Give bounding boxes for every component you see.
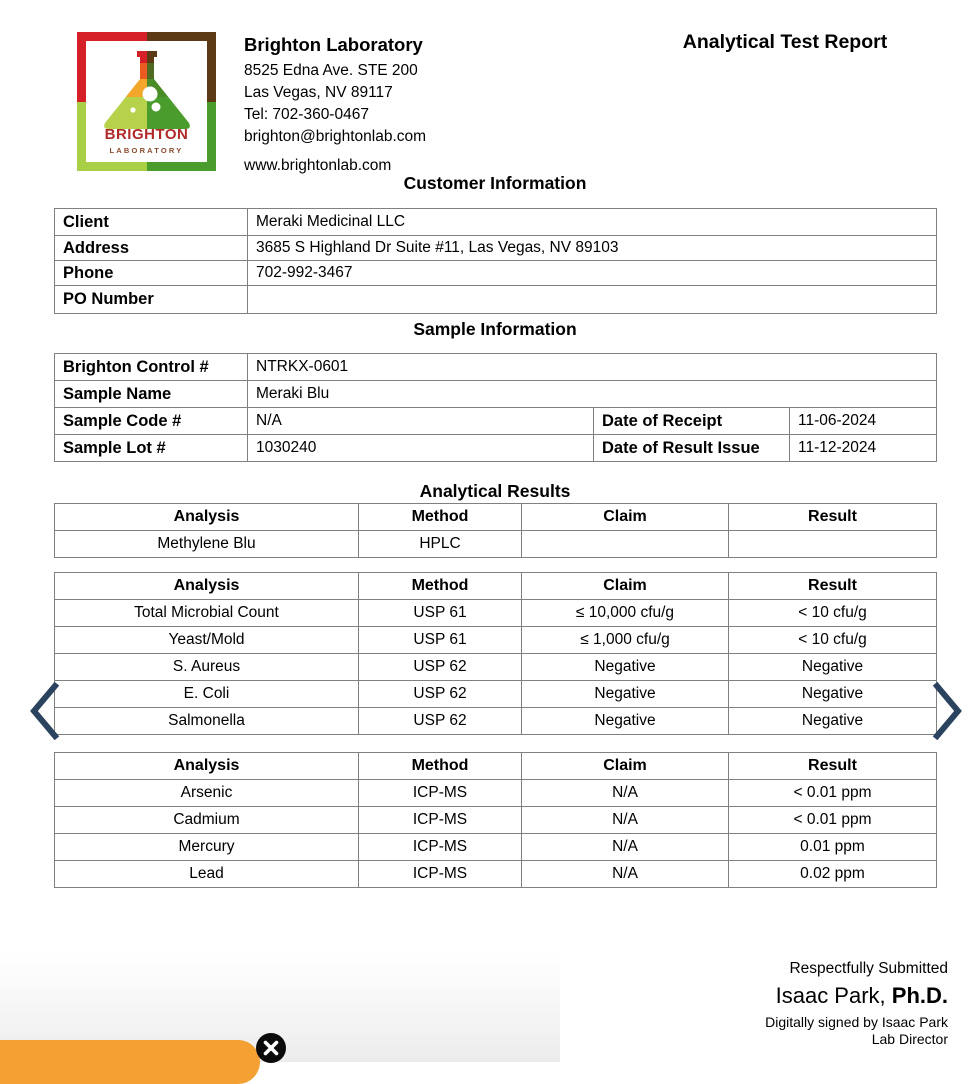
client-value: Meraki Medicinal LLC xyxy=(248,209,937,236)
chevron-left-icon xyxy=(28,682,62,740)
phone-label: Phone xyxy=(55,261,248,286)
column-header-result: Result xyxy=(729,573,937,600)
column-header-method: Method xyxy=(359,573,522,600)
cell-analysis: Methylene Blu xyxy=(55,531,359,558)
cell-result: < 0.01 ppm xyxy=(729,807,937,834)
cell-claim: Negative xyxy=(522,708,729,735)
cell-analysis: Mercury xyxy=(55,834,359,861)
cell-claim: Negative xyxy=(522,654,729,681)
cell-analysis: Salmonella xyxy=(55,708,359,735)
cell-method: USP 61 xyxy=(359,600,522,627)
date-of-receipt-value: 11-06-2024 xyxy=(790,408,937,435)
po-number-label: PO Number xyxy=(55,286,248,314)
results-table-potency xyxy=(54,503,937,558)
table-row xyxy=(55,435,937,462)
po-number-value xyxy=(248,286,937,314)
column-header-method: Method xyxy=(359,504,522,531)
column-header-method: Method xyxy=(359,753,522,780)
table-row xyxy=(55,408,937,435)
table-header-row xyxy=(55,573,937,600)
customer-information-table xyxy=(54,208,937,314)
cell-claim: Negative xyxy=(522,681,729,708)
cell-analysis: E. Coli xyxy=(55,681,359,708)
column-header-analysis: Analysis xyxy=(55,504,359,531)
cell-result: < 0.01 ppm xyxy=(729,780,937,807)
signer-role: Lab Director xyxy=(871,1030,948,1047)
analytical-results-heading: Analytical Results xyxy=(419,481,571,501)
lab-email: brighton@brightonlab.com xyxy=(244,128,427,146)
cell-analysis: Total Microbial Count xyxy=(55,600,359,627)
cell-analysis: Arsenic xyxy=(55,780,359,807)
customer-information-heading: Customer Information xyxy=(403,173,587,193)
orange-banner[interactable] xyxy=(0,1040,260,1084)
date-of-receipt-label: Date of Receipt xyxy=(594,408,790,435)
cell-method: ICP-MS xyxy=(359,780,522,807)
sample-name-value: Meraki Blu xyxy=(248,381,937,408)
column-header-claim: Claim xyxy=(522,753,729,780)
next-page-button[interactable] xyxy=(930,682,964,740)
brighton-control-value: NTRKX-0601 xyxy=(248,354,937,381)
cell-result: 0.01 ppm xyxy=(729,834,937,861)
brighton-control-label: Brighton Control # xyxy=(55,354,248,381)
results-table-heavy-metals xyxy=(54,752,937,888)
cell-result xyxy=(729,531,937,558)
column-header-result: Result xyxy=(729,753,937,780)
close-button[interactable] xyxy=(256,1033,286,1063)
date-of-result-issue-value: 11-12-2024 xyxy=(790,435,937,462)
sample-name-label: Sample Name xyxy=(55,381,248,408)
table-row xyxy=(55,627,937,654)
sample-code-label: Sample Code # xyxy=(55,408,248,435)
table-row xyxy=(55,381,937,408)
cell-result: Negative xyxy=(729,708,937,735)
lab-website: www.brightonlab.com xyxy=(244,157,392,175)
date-of-result-issue-label: Date of Result Issue xyxy=(594,435,790,462)
table-row xyxy=(55,286,937,314)
sample-lot-label: Sample Lot # xyxy=(55,435,248,462)
cell-method: USP 61 xyxy=(359,627,522,654)
signer-name-text: Isaac Park, xyxy=(775,982,892,1008)
table-header-row xyxy=(55,753,937,780)
cell-method: USP 62 xyxy=(359,708,522,735)
column-header-analysis: Analysis xyxy=(55,753,359,780)
cell-claim: N/A xyxy=(522,780,729,807)
respectfully-submitted-label: Respectfully Submitted xyxy=(789,960,948,977)
column-header-claim: Claim xyxy=(522,504,729,531)
close-icon xyxy=(256,1033,286,1063)
cell-claim: N/A xyxy=(522,834,729,861)
cell-analysis: Cadmium xyxy=(55,807,359,834)
signer-credential: Ph.D. xyxy=(891,982,948,1008)
results-table-microbial xyxy=(54,572,937,735)
table-row xyxy=(55,261,937,286)
cell-claim xyxy=(522,531,729,558)
cell-claim: N/A xyxy=(522,807,729,834)
address-label: Address xyxy=(55,236,248,261)
table-row xyxy=(55,600,937,627)
cell-result: 0.02 ppm xyxy=(729,861,937,888)
table-row xyxy=(55,209,937,236)
previous-page-button[interactable] xyxy=(28,682,62,740)
cell-result: < 10 cfu/g xyxy=(729,627,937,654)
cell-result: Negative xyxy=(729,681,937,708)
cell-method: USP 62 xyxy=(359,681,522,708)
sample-lot-value: 1030240 xyxy=(248,435,594,462)
cell-analysis: S. Aureus xyxy=(55,654,359,681)
column-header-result: Result xyxy=(729,504,937,531)
cell-method: ICP-MS xyxy=(359,861,522,888)
brighton-laboratory-logo xyxy=(77,32,216,171)
flask-icon xyxy=(93,47,201,135)
sample-information-table xyxy=(54,353,937,462)
cell-claim: N/A xyxy=(522,861,729,888)
cell-analysis: Yeast/Mold xyxy=(55,627,359,654)
address-value: 3685 S Highland Dr Suite #11, Las Vegas, NV 89103 xyxy=(248,236,937,261)
signer-name xyxy=(765,983,948,1009)
cell-method: ICP-MS xyxy=(359,834,522,861)
table-row xyxy=(55,531,937,558)
logo-wordmark: BRIGHTON xyxy=(104,126,189,143)
report-header xyxy=(0,0,979,175)
page-title: Analytical Test Report xyxy=(682,31,888,53)
lab-contact-block xyxy=(244,33,574,177)
table-row xyxy=(55,654,937,681)
client-label: Client xyxy=(55,209,248,236)
sample-code-value: N/A xyxy=(248,408,594,435)
table-row xyxy=(55,780,937,807)
logo-inner-white xyxy=(86,41,207,162)
table-row xyxy=(55,807,937,834)
lab-address-line-2: Las Vegas, NV 89117 xyxy=(244,84,393,102)
digital-signature-note: Digitally signed by Isaac Park xyxy=(765,1013,948,1030)
cell-method: HPLC xyxy=(359,531,522,558)
signature-block xyxy=(765,960,948,1048)
cell-result: Negative xyxy=(729,654,937,681)
table-row xyxy=(55,354,937,381)
table-header-row xyxy=(55,504,937,531)
phone-value: 702-992-3467 xyxy=(248,261,937,286)
cell-claim: ≤ 1,000 cfu/g xyxy=(522,627,729,654)
lab-name: Brighton Laboratory xyxy=(244,34,423,55)
sample-information-heading: Sample Information xyxy=(413,319,577,339)
cell-claim: ≤ 10,000 cfu/g xyxy=(522,600,729,627)
column-header-analysis: Analysis xyxy=(55,573,359,600)
cell-method: ICP-MS xyxy=(359,807,522,834)
table-row xyxy=(55,834,937,861)
table-row xyxy=(55,236,937,261)
column-header-claim: Claim xyxy=(522,573,729,600)
logo-sub-wordmark: LABORATORY xyxy=(109,145,184,155)
table-row xyxy=(55,708,937,735)
cell-method: USP 62 xyxy=(359,654,522,681)
lab-phone: Tel: 702-360-0467 xyxy=(244,106,369,124)
chevron-right-icon xyxy=(930,682,964,740)
lab-address-line-1: 8525 Edna Ave. STE 200 xyxy=(244,62,418,80)
cell-result: < 10 cfu/g xyxy=(729,600,937,627)
cell-analysis: Lead xyxy=(55,861,359,888)
table-row xyxy=(55,861,937,888)
table-row xyxy=(55,681,937,708)
